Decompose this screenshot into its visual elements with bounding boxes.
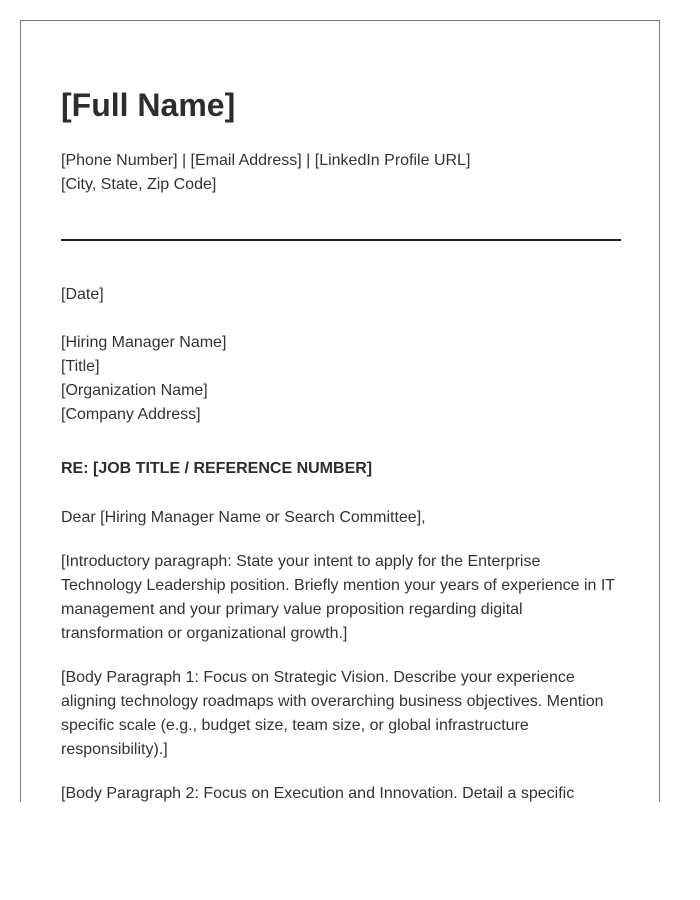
intro-paragraph: [Introductory paragraph: State your intent to apply for the Enterprise Technology Leadership position. Briefly mention your years of experience in IT management and your primary value proposition regarding digital transformation or organizational growth.] [61, 553, 615, 642]
location-line: [City, State, Zip Code] [61, 176, 217, 193]
header-divider [61, 239, 621, 241]
recipient-block [61, 331, 621, 427]
document-page [20, 20, 660, 802]
body-paragraph-1: [Body Paragraph 1: Focus on Strategic Vision. Describe your experience aligning technology roadmaps with overarching business objectives. Mention specific scale (e.g., budget size, team size, or global infrastructure responsibility).] [61, 669, 604, 758]
subject-line: RE: [JOB TITLE / REFERENCE NUMBER] [61, 460, 373, 477]
recipient-title: [Title] [61, 358, 100, 375]
letter-date: [Date] [61, 286, 104, 303]
contact-line: [Phone Number] | [Email Address] | [LinkedIn Profile URL] [61, 152, 471, 169]
recipient-address: [Company Address] [61, 406, 201, 423]
recipient-manager-name: [Hiring Manager Name] [61, 334, 227, 351]
letter-content [61, 85, 621, 802]
full-name-heading: [Full Name] [61, 87, 236, 123]
contact-block [61, 149, 621, 197]
body-paragraph-2: [Body Paragraph 2: Focus on Execution and Innovation. Detail a specific [61, 785, 575, 802]
recipient-organization: [Organization Name] [61, 382, 208, 399]
salutation: Dear [Hiring Manager Name or Search Committee], [61, 509, 426, 526]
